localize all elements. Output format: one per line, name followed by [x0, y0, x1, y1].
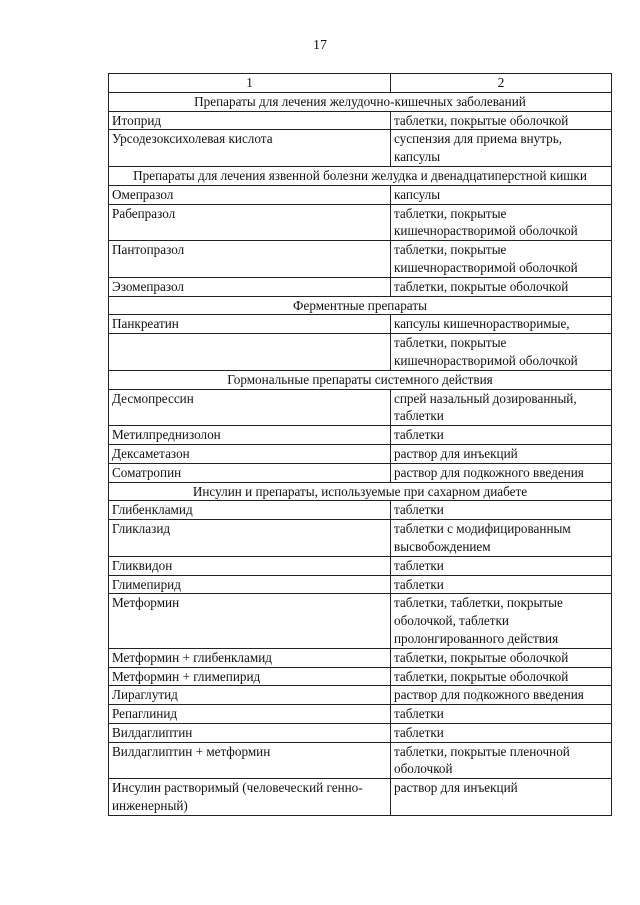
- table-row: [109, 575, 612, 594]
- section-title: Ферментные препараты: [109, 296, 612, 315]
- column-header-2: 2: [391, 74, 612, 93]
- drug-name-cell: Вилдаглиптин + метформин: [109, 742, 391, 779]
- section-header-row: [109, 166, 612, 185]
- drug-name-cell: Урсодезоксихолевая кислота: [109, 130, 391, 167]
- dosage-form-cell: таблетки, покрытые пленочной оболочкой: [391, 742, 612, 779]
- drug-name-cell: Вилдаглиптин: [109, 723, 391, 742]
- section-title: Гормональные препараты системного действия: [109, 370, 612, 389]
- table-row: [109, 277, 612, 296]
- drug-name-cell: Метилпреднизолон: [109, 426, 391, 445]
- section-header-row: [109, 296, 612, 315]
- table-row: [109, 667, 612, 686]
- dosage-form-cell: капсулы: [391, 185, 612, 204]
- table-row: [109, 705, 612, 724]
- section-title: Препараты для лечения язвенной болезни желудка и двенадцатиперстной кишки: [109, 166, 612, 185]
- dosage-form-cell: суспензия для приема внутрь, капсулы: [391, 130, 612, 167]
- dosage-form-cell: таблетки, покрытые кишечнорастворимой оболочкой: [391, 334, 612, 371]
- dosage-form-cell: таблетки с модифицированным высвобождением: [391, 520, 612, 557]
- table-row: [109, 686, 612, 705]
- drug-name-cell: Инсулин растворимый (человеческий генно-инженерный): [109, 779, 391, 816]
- drug-name-cell: Гликвидон: [109, 556, 391, 575]
- dosage-form-cell: спрей назальный дозированный, таблетки: [391, 389, 612, 426]
- dosage-form-cell: таблетки, покрытые оболочкой: [391, 111, 612, 130]
- table-row: [109, 241, 612, 278]
- drug-name-cell: Репаглинид: [109, 705, 391, 724]
- table-row: [109, 556, 612, 575]
- section-title: Препараты для лечения желудочно-кишечных заболеваний: [109, 92, 612, 111]
- drug-name-cell: Дексаметазон: [109, 444, 391, 463]
- drug-name-cell: [109, 334, 391, 371]
- table-row: [109, 204, 612, 241]
- table-row: [109, 594, 612, 648]
- drug-table: [108, 73, 612, 816]
- dosage-form-cell: таблетки, покрытые оболочкой: [391, 667, 612, 686]
- drug-name-cell: Метформин + глибенкламид: [109, 648, 391, 667]
- drug-name-cell: Метформин: [109, 594, 391, 648]
- section-header-row: [109, 482, 612, 501]
- table-row: [109, 389, 612, 426]
- table-row: [109, 779, 612, 816]
- table-row: [109, 334, 612, 371]
- table-row: [109, 185, 612, 204]
- drug-name-cell: Соматропин: [109, 463, 391, 482]
- table-row: [109, 111, 612, 130]
- drug-name-cell: Итоприд: [109, 111, 391, 130]
- drug-name-cell: Омепразол: [109, 185, 391, 204]
- dosage-form-cell: таблетки: [391, 575, 612, 594]
- dosage-form-cell: таблетки, покрытые оболочкой: [391, 277, 612, 296]
- dosage-form-cell: раствор для инъекций: [391, 444, 612, 463]
- table-row: [109, 426, 612, 445]
- table-row: [109, 723, 612, 742]
- dosage-form-cell: раствор для подкожного введения: [391, 686, 612, 705]
- section-title: Инсулин и препараты, используемые при сахарном диабете: [109, 482, 612, 501]
- dosage-form-cell: раствор для инъекций: [391, 779, 612, 816]
- drug-name-cell: Лираглутид: [109, 686, 391, 705]
- table-row: [109, 463, 612, 482]
- drug-name-cell: Гликлазид: [109, 520, 391, 557]
- section-header-row: [109, 92, 612, 111]
- drug-name-cell: Глибенкламид: [109, 501, 391, 520]
- table-row: [109, 648, 612, 667]
- dosage-form-cell: таблетки, покрытые оболочкой: [391, 648, 612, 667]
- drug-name-cell: Десмопрессин: [109, 389, 391, 426]
- table-header-row: [109, 74, 612, 93]
- dosage-form-cell: таблетки, покрытые кишечнорастворимой оболочкой: [391, 204, 612, 241]
- table-row: [109, 444, 612, 463]
- drug-name-cell: Метформин + глимепирид: [109, 667, 391, 686]
- table-body: [109, 74, 612, 816]
- table-row: [109, 501, 612, 520]
- drug-name-cell: Панкреатин: [109, 315, 391, 334]
- drug-name-cell: Пантопразол: [109, 241, 391, 278]
- drug-name-cell: Рабепразол: [109, 204, 391, 241]
- drug-name-cell: Глимепирид: [109, 575, 391, 594]
- table-row: [109, 130, 612, 167]
- table-row: [109, 315, 612, 334]
- dosage-form-cell: таблетки: [391, 501, 612, 520]
- dosage-form-cell: таблетки: [391, 556, 612, 575]
- column-header-1: 1: [109, 74, 391, 93]
- section-header-row: [109, 370, 612, 389]
- page-number: 17: [313, 38, 327, 53]
- table-row: [109, 742, 612, 779]
- drug-name-cell: Эзомепразол: [109, 277, 391, 296]
- dosage-form-cell: таблетки, таблетки, покрытые оболочкой, таблетки пролонгированного действия: [391, 594, 612, 648]
- dosage-form-cell: таблетки, покрытые кишечнорастворимой оболочкой: [391, 241, 612, 278]
- dosage-form-cell: капсулы кишечнорастворимые,: [391, 315, 612, 334]
- dosage-form-cell: таблетки: [391, 723, 612, 742]
- table-row: [109, 520, 612, 557]
- dosage-form-cell: раствор для подкожного введения: [391, 463, 612, 482]
- dosage-form-cell: таблетки: [391, 426, 612, 445]
- dosage-form-cell: таблетки: [391, 705, 612, 724]
